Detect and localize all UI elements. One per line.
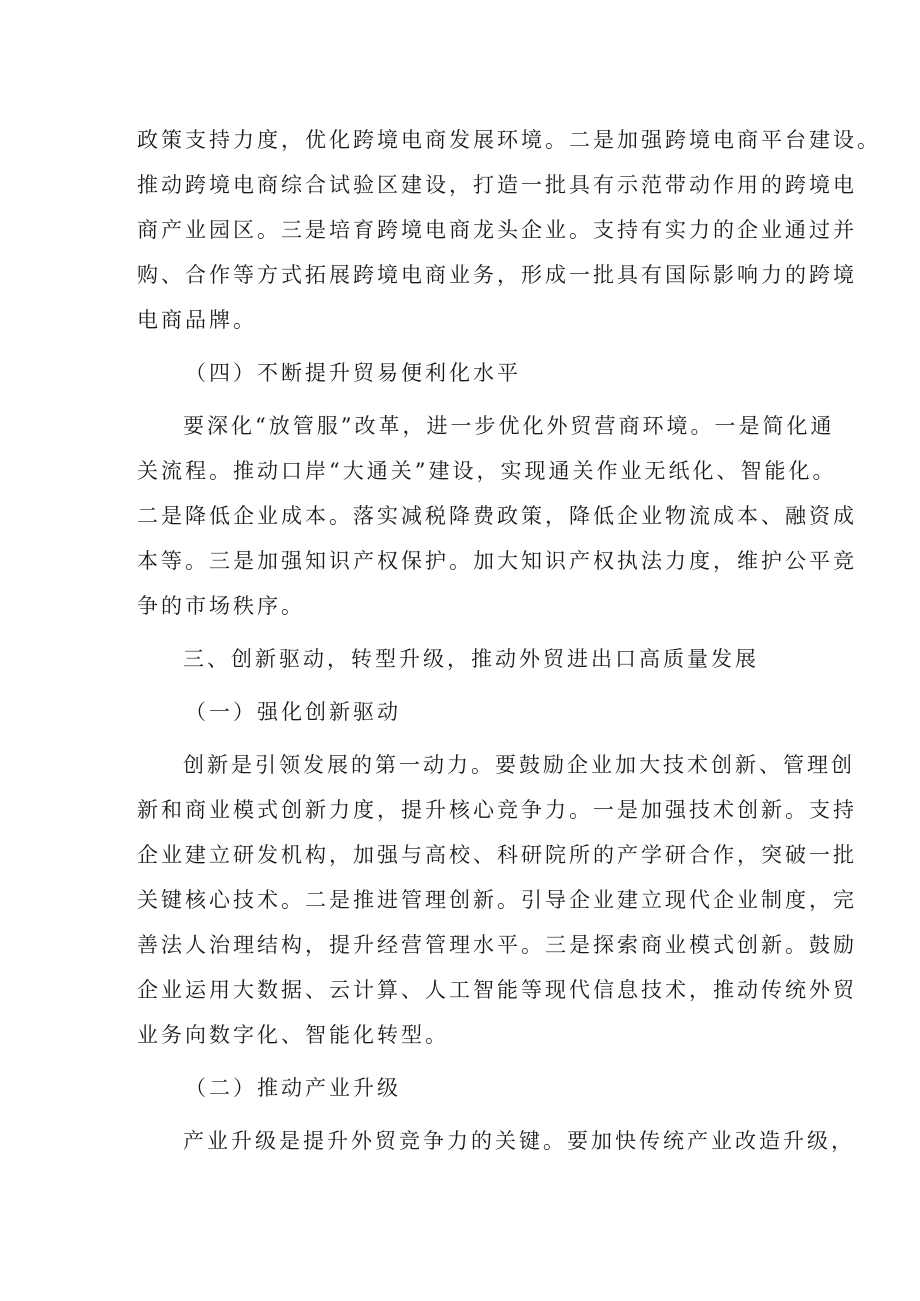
- paragraph-line: 本等。三是加强知识产权保护。加大知识产权执法力度，维护公平竞: [137, 549, 857, 573]
- subsection-heading: （一）强化创新驱动: [185, 700, 401, 724]
- paragraph-line: 商产业园区。三是培育跨境电商龙头企业。支持有实力的企业通过并: [137, 218, 857, 242]
- paragraph-line: 企业运用大数据、云计算、人工智能等现代信息技术，推动传统外贸: [137, 978, 857, 1002]
- paragraph-line: 关键核心技术。二是推进管理创新。引导企业建立现代企业制度，完: [137, 888, 857, 912]
- paragraph-line: 新和商业模式创新力度，提升核心竞争力。一是加强技术创新。支持: [137, 798, 857, 822]
- paragraph-line: 二是降低企业成本。落实减税降费政策，降低企业物流成本、融资成: [137, 504, 857, 528]
- paragraph-line: 争的市场秩序。: [137, 594, 305, 618]
- document-body: [137, 118, 881, 1172]
- body-paragraph: [137, 404, 857, 629]
- paragraph-line: 推动跨境电商综合试验区建设，打造一批具有示范带动作用的跨境电: [137, 173, 857, 197]
- paragraph-line: 企业建立研发机构，加强与高校、科研院所的产学研合作，突破一批: [137, 843, 857, 867]
- paragraph-line: 关流程。推动口岸“大通关”建设，实现通关作业无纸化、智能化。: [137, 459, 837, 483]
- body-paragraph: [137, 1119, 855, 1164]
- body-paragraph: [137, 743, 857, 1058]
- paragraph-line: 产业升级是提升外贸竞争力的关键。要加快传统产业改造升级，: [183, 1129, 855, 1153]
- paragraph-line: 要深化“放管服”改革，进一步优化外贸营商环境。一是简化通: [183, 414, 835, 438]
- subsection-heading: （四）不断提升贸易便利化水平: [185, 361, 521, 385]
- paragraph-line: 政策支持力度，优化跨境电商发展环境。二是加强跨境电商平台建设。: [137, 128, 881, 152]
- paragraph-line: 购、合作等方式拓展跨境电商业务，形成一批具有国际影响力的跨境: [137, 263, 857, 287]
- paragraph-line: 业务向数字化、智能化转型。: [137, 1023, 449, 1047]
- body-paragraph: [137, 118, 881, 343]
- subsection-heading: （二）推动产业升级: [185, 1076, 401, 1100]
- paragraph-line: 创新是引领发展的第一动力。要鼓励企业加大技术创新、管理创: [183, 753, 855, 777]
- paragraph-line: 善法人治理结构，提升经营管理水平。三是探索商业模式创新。鼓励: [137, 933, 857, 957]
- paragraph-line: 电商品牌。: [137, 308, 257, 332]
- section-heading: 三、创新驱动，转型升级，推动外贸进出口高质量发展: [183, 647, 759, 671]
